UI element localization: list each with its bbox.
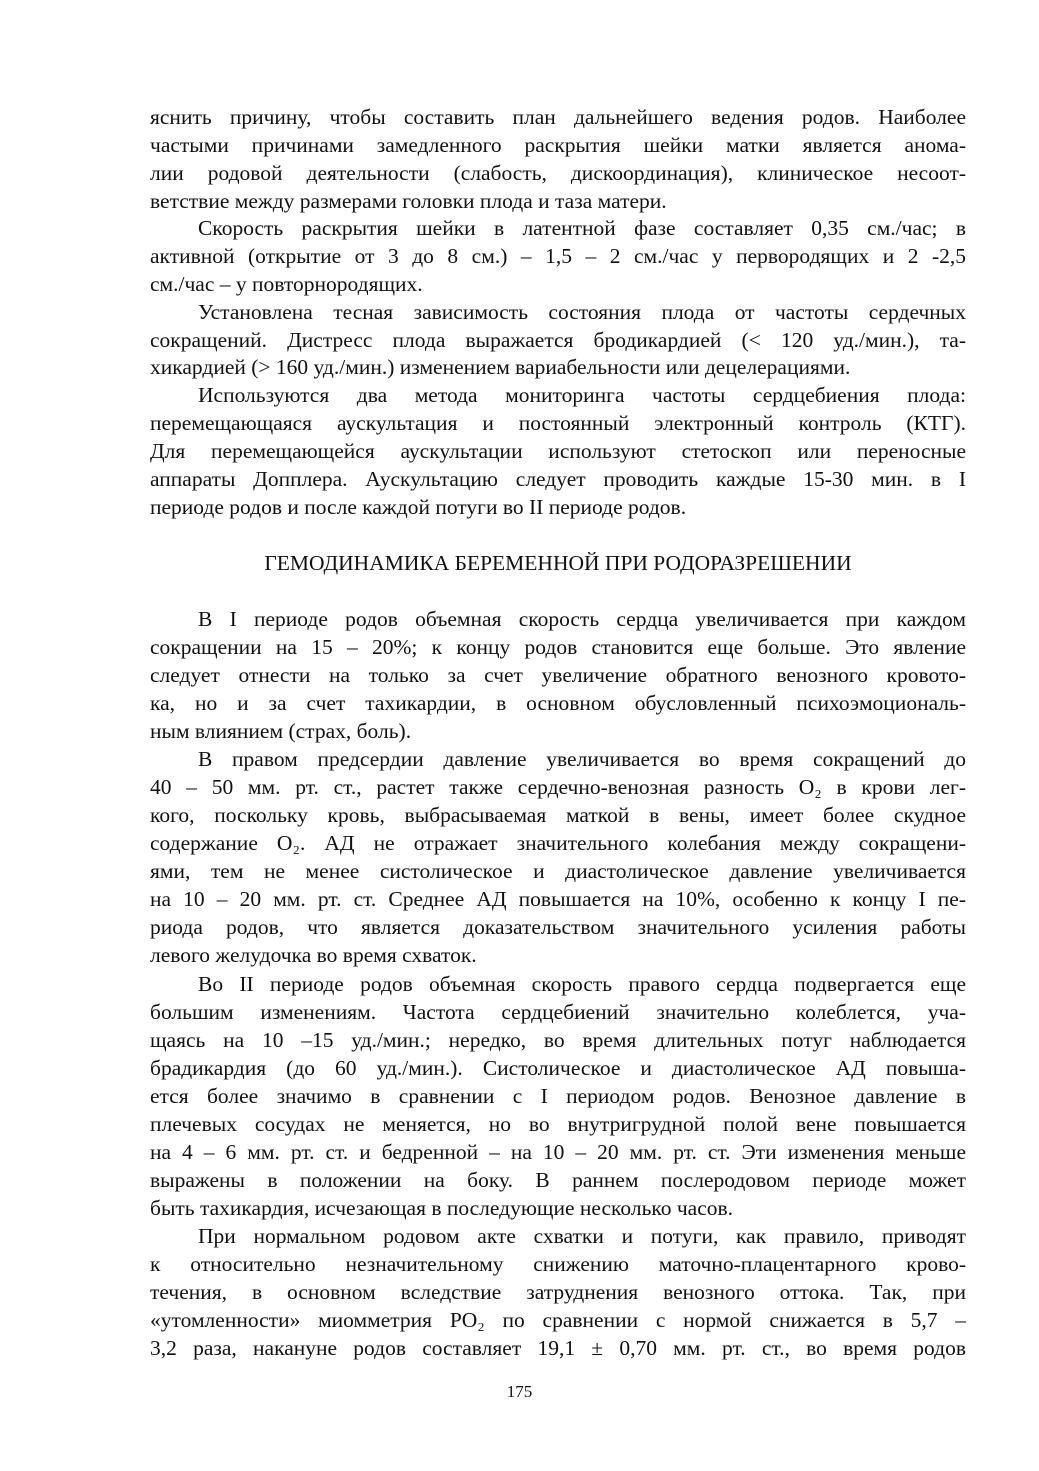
- text-line: плечевых сосудах не меняется, но во внутригрудной полой вене повышается: [150, 1112, 966, 1136]
- text-line: сокращений. Дистресс плода выражается бродикардией (< 120 уд./мин.), та-: [150, 328, 966, 352]
- section-heading: ГЕМОДИНАМИКА БЕРЕМЕННОЙ ПРИ РОДОРАЗРЕШЕНИИ: [264, 551, 852, 575]
- text-line: ка, но и за счет тахикардии, в основном обусловленный психоэмоциональ-: [150, 691, 966, 715]
- text-line: кого, поскольку кровь, выбрасываемая маткой в вены, имеет более скудное: [150, 803, 966, 827]
- text-line: Во II периоде родов объемная скорость правого сердца подвергается еще: [198, 972, 966, 996]
- text-line: левого желудочка во время схваток.: [150, 943, 477, 967]
- text-line: ется более значимо в сравнении с I периодом родов. Венозное давление в: [150, 1084, 966, 1108]
- text-line: Установлена тесная зависимость состояния плода от частоты сердечных: [198, 300, 966, 324]
- text-line: 3,2 раза, накануне родов составляет 19,1 ± 0,70 мм. рт. ст., во время родов: [150, 1336, 966, 1360]
- text-line: ями, тем не менее систолическое и диастолическое давление увеличивается: [150, 859, 966, 883]
- text-line: яснить причину, чтобы составить план дальнейшего ведения родов. Наиболее: [150, 105, 966, 129]
- text-line: следует отнести на только за счет увеличение обратного венозного кровото-: [150, 663, 966, 687]
- text-line: быть тахикардия, исчезающая в последующие несколько часов.: [150, 1196, 734, 1220]
- text-line: Используются два метода мониторинга частоты сердцебиения плода:: [198, 383, 966, 407]
- text-line: 40 – 50 мм. рт. ст., растет также сердечно-венозная разность O₂ в крови лег-: [150, 775, 966, 799]
- text-line: выражены в положении на боку. В раннем послеродовом периоде может: [150, 1168, 966, 1192]
- text-line: большим изменениям. Частота сердцебиений значительно колеблется, уча-: [150, 1000, 966, 1024]
- text-line: Скорость раскрытия шейки в латентной фазе составляет 0,35 см./час; в: [198, 216, 966, 240]
- text-line: «утомленности» миомметрия PO₂ по сравнении с нормой снижается в 5,7 –: [150, 1308, 966, 1332]
- text-line: активной (открытие от 3 до 8 см.) – 1,5 – 2 см./час у первородящих и 2 -2,5: [150, 244, 966, 268]
- text-line: см./час – у повторнородящих.: [150, 272, 423, 296]
- text-line: При нормальном родовом акте схватки и потуги, как правило, приводят: [198, 1224, 966, 1248]
- text-line: течения, в основном вследствие затруднения венозного оттока. Так, при: [150, 1280, 966, 1304]
- text-line: на 10 – 20 мм. рт. ст. Среднее АД повышается на 10%, особенно к концу I пе-: [150, 887, 966, 911]
- text-line: сокращении на 15 – 20%; к концу родов становится еще больше. Это явление: [150, 635, 966, 659]
- text-line: содержание O₂. АД не отражает значительного колебания между сокращени-: [150, 831, 966, 855]
- page-number: 175: [506, 1382, 533, 1401]
- text-line: ным влиянием (страх, боль).: [150, 719, 412, 743]
- text-line: лии родовой деятельности (слабость, дискоординация), клиническое несоот-: [150, 161, 966, 185]
- text-line: брадикардия (до 60 уд./мин.). Систолическое и диастолическое АД повыша-: [150, 1056, 966, 1080]
- text-line: на 4 – 6 мм. рт. ст. и бедренной – на 10 – 20 мм. рт. ст. Эти изменения меньше: [150, 1140, 966, 1164]
- text-line: хикардией (> 160 уд./мин.) изменением вариабельности или децелерациями.: [150, 355, 851, 379]
- text-line: аппараты Допплера. Аускультацию следует проводить каждые 15-30 мин. в I: [150, 467, 966, 491]
- text-line: В I периоде родов объемная скорость сердца увеличивается при каждом: [198, 607, 966, 631]
- text-line: щаясь на 10 –15 уд./мин.; нередко, во время длительных потуг наблюдается: [150, 1028, 966, 1052]
- text-line: В правом предсердии давление увеличивается во время сокращений до: [198, 747, 966, 771]
- text-line: риода родов, что является доказательством значительного усиления работы: [150, 915, 966, 939]
- text-line: к относительно незначительному снижению маточно-плацентарного крово-: [150, 1252, 966, 1276]
- text-line: перемещающаяся аускультация и постоянный электронный контроль (КТГ).: [150, 411, 966, 435]
- text-line: периоде родов и после каждой потуги во II периоде родов.: [150, 495, 687, 519]
- text-line: частыми причинами замедленного раскрытия шейки матки является анома-: [150, 133, 966, 157]
- text-line: Для перемещающейся аускультации используют стетоскоп или переносные: [150, 439, 966, 463]
- text-line: ветствие между размерами головки плода и таза матери.: [150, 189, 667, 213]
